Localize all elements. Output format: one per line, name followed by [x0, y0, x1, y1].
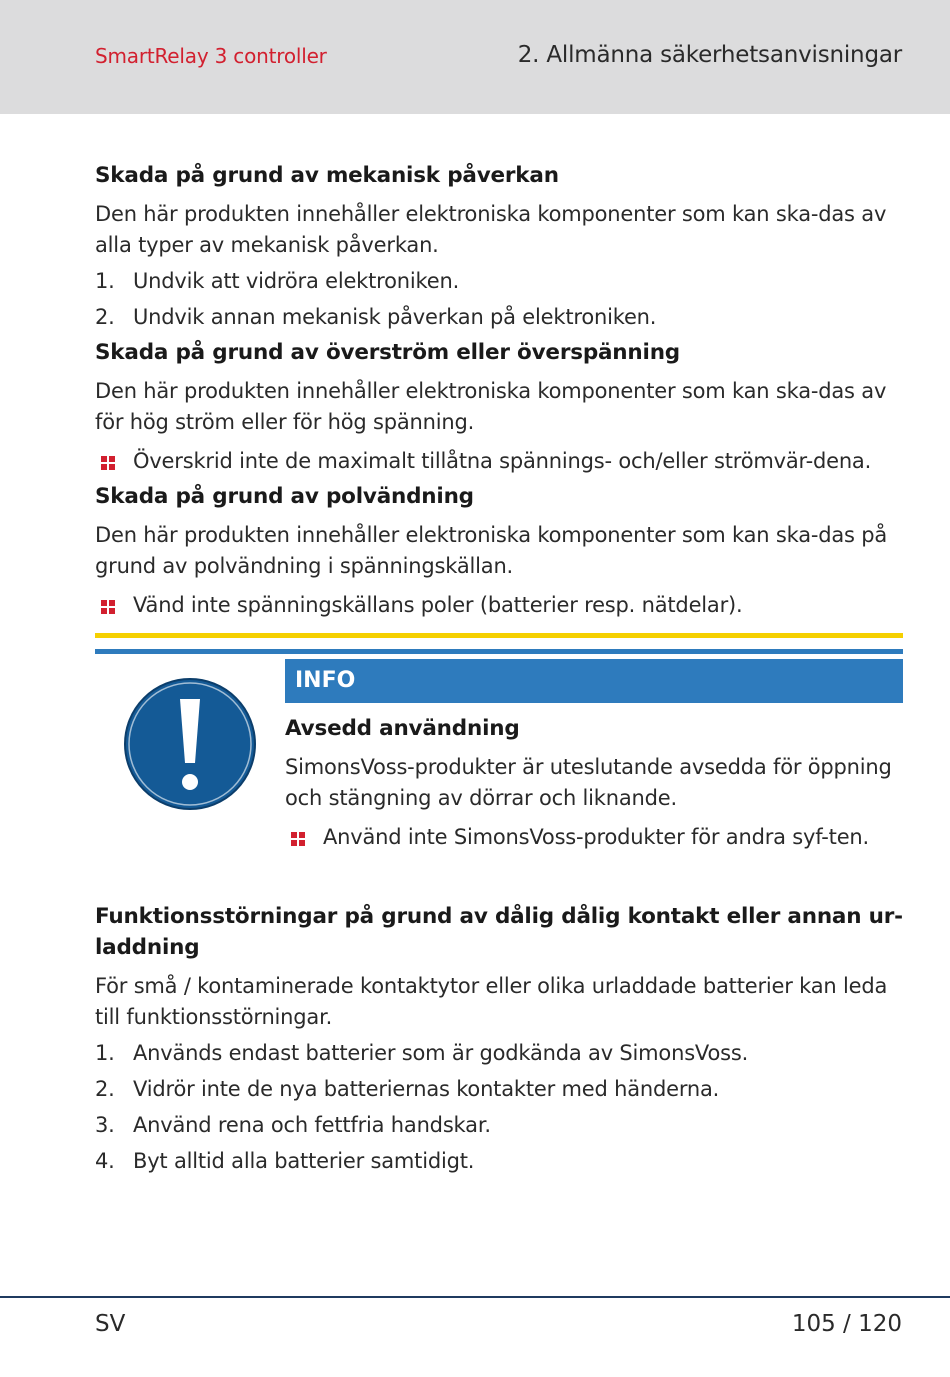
list-number: 2.	[95, 305, 115, 329]
bullet-list-polarity	[95, 590, 903, 621]
list-item	[95, 1074, 903, 1105]
list-number: 2.	[95, 1077, 115, 1101]
list-item	[95, 590, 903, 621]
list-item	[285, 822, 903, 853]
list-item	[95, 1038, 903, 1069]
numbered-list-mechanical	[95, 266, 903, 333]
section-heading-malfunction: Funktionsstörningar på grund av dålig dålig kontakt eller annan ur-laddning	[95, 904, 903, 960]
info-label: INFO	[285, 659, 903, 703]
list-item-text: Undvik annan mekanisk påverkan på elektroniken.	[133, 305, 657, 329]
blue-rule	[95, 649, 903, 654]
bullet-list-overcurrent	[95, 446, 903, 477]
list-item	[95, 1110, 903, 1141]
list-number: 3.	[95, 1113, 115, 1137]
red-square-bullet-icon	[101, 456, 115, 470]
section-heading-overcurrent: Skada på grund av överström eller överspänning	[95, 340, 680, 365]
list-item	[95, 1146, 903, 1177]
info-bullet-list	[285, 822, 903, 853]
list-number: 1.	[95, 1041, 115, 1065]
page-number: 105 / 120	[791, 1311, 902, 1337]
section-text-mechanical: Den här produkten innehåller elektroniska komponenter som kan ska-das av alla typer av mekanisk påverkan.	[95, 202, 887, 257]
list-item	[95, 266, 903, 297]
info-heading: Avsedd användning	[285, 716, 520, 741]
list-number: 1.	[95, 269, 115, 293]
yellow-rule	[95, 633, 903, 638]
list-item	[95, 302, 903, 333]
info-text: SimonsVoss-produkter är uteslutande avsedda för öppning och stängning av dörrar och liknande.	[285, 755, 892, 810]
list-number: 4.	[95, 1149, 115, 1173]
section-heading-polarity: Skada på grund av polvändning	[95, 484, 474, 509]
red-square-bullet-icon	[291, 832, 305, 846]
list-item-text: Undvik att vidröra elektroniken.	[133, 269, 460, 293]
list-item-text: Använd inte SimonsVoss-produkter för andra syf-ten.	[323, 825, 870, 849]
list-item-text: Används endast batterier som är godkända av SimonsVoss.	[133, 1041, 749, 1065]
list-item-text: Vänd inte spänningskällans poler (batterier resp. nätdelar).	[133, 593, 743, 617]
chapter-title: 2. Allmänna säkerhetsanvisningar	[517, 42, 902, 68]
footer-rule	[0, 1296, 950, 1298]
section-text-overcurrent: Den här produkten innehåller elektroniska komponenter som kan ska-das av för hög ström eller för hög spänning.	[95, 379, 887, 434]
product-name: SmartRelay 3 controller	[95, 44, 327, 68]
exclamation-circle-icon	[123, 677, 257, 811]
list-item-text: Använd rena och fettfria handskar.	[133, 1113, 491, 1137]
section-text-malfunction: För små / kontaminerade kontaktytor eller olika urladdade batterier kan leda till funktionsstörningar.	[95, 974, 888, 1029]
info-body	[285, 659, 903, 853]
section-heading-mechanical: Skada på grund av mekanisk påverkan	[95, 163, 559, 188]
red-square-bullet-icon	[101, 600, 115, 614]
info-box	[95, 633, 903, 901]
list-item-text: Vidrör inte de nya batteriernas kontakter med händerna.	[133, 1077, 720, 1101]
footer-language: SV	[95, 1311, 126, 1337]
numbered-list-malfunction	[95, 1038, 903, 1177]
list-item-text: Byt alltid alla batterier samtidigt.	[133, 1149, 475, 1173]
page-header	[0, 0, 950, 114]
list-item	[95, 446, 903, 477]
main-content	[95, 160, 903, 1177]
section-text-polarity: Den här produkten innehåller elektroniska komponenter som kan ska-das på grund av polvändning i spänningskällan.	[95, 523, 888, 578]
list-item-text: Överskrid inte de maximalt tillåtna spännings- och/eller strömvär-dena.	[133, 449, 872, 473]
